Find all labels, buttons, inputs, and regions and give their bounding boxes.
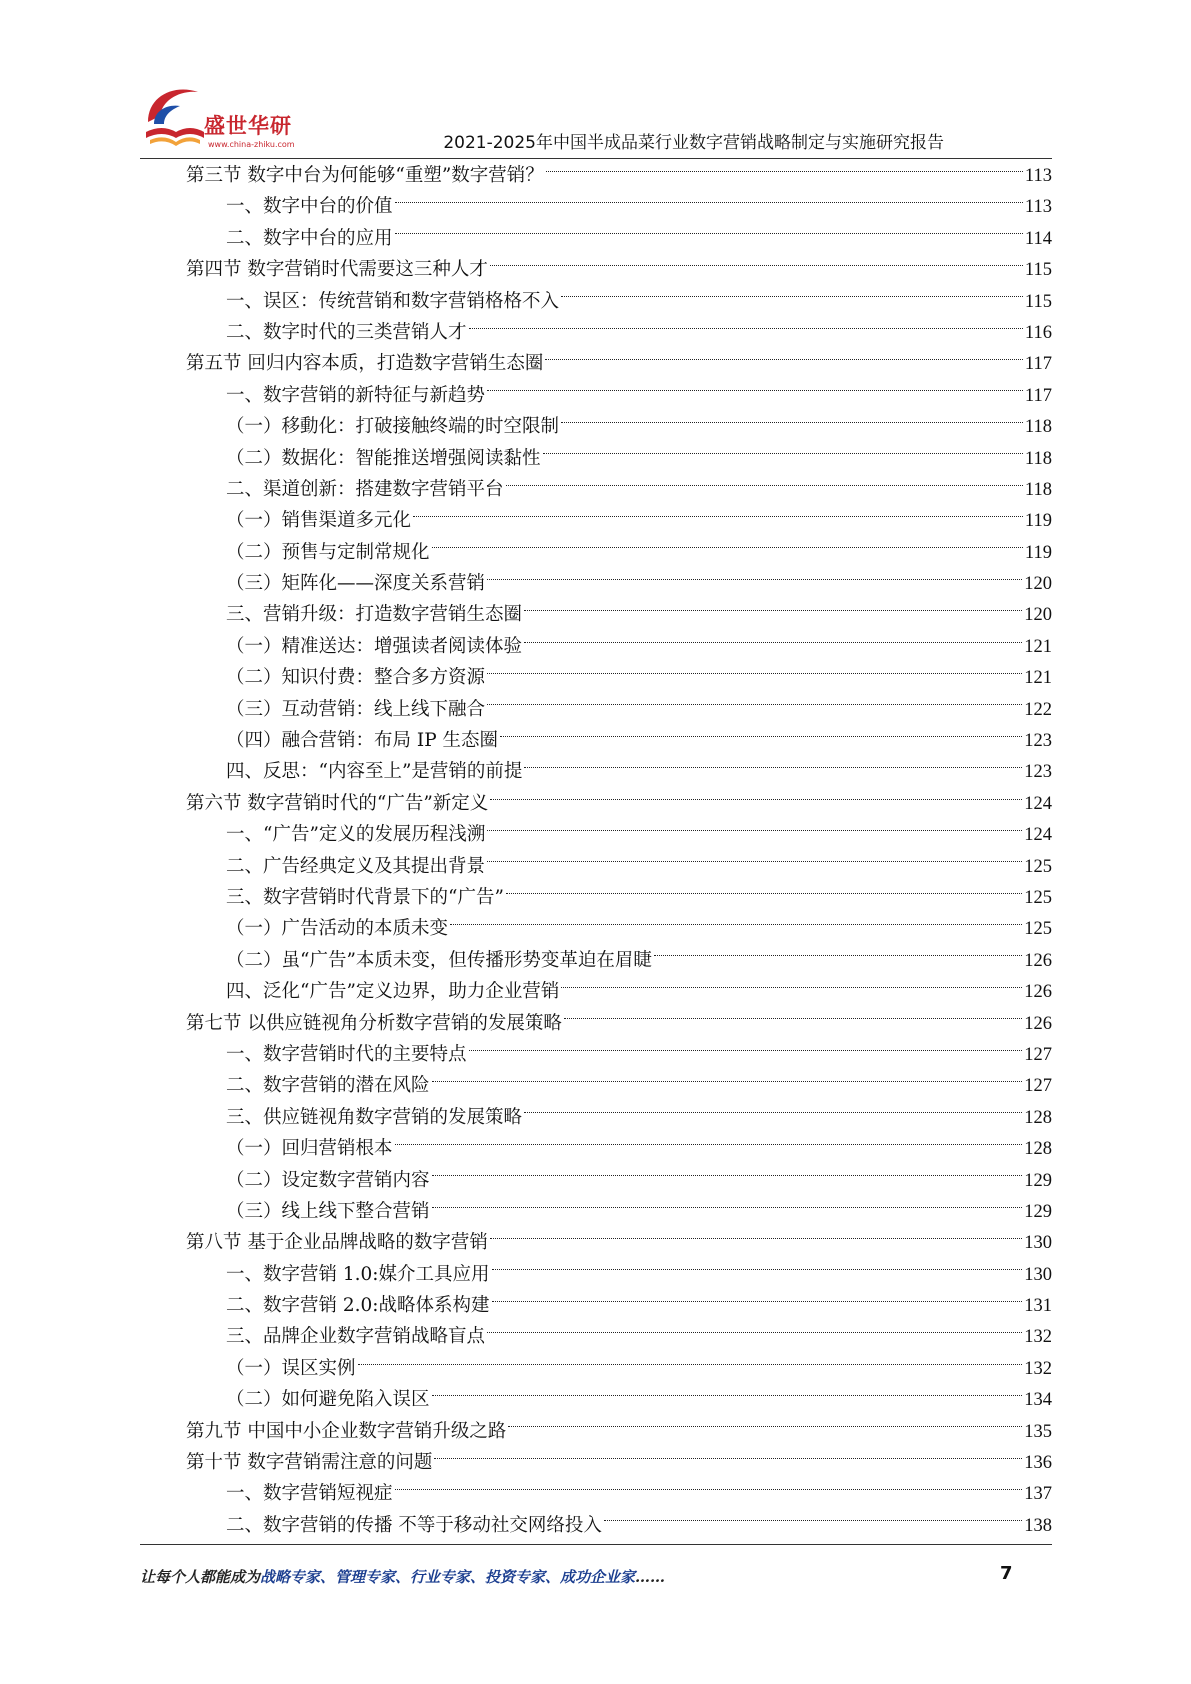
toc-dot-leader xyxy=(490,798,1022,800)
toc-entry[interactable] xyxy=(186,286,1052,317)
toc-entry-title: 一、数字营销时代的主要特点 xyxy=(226,1043,467,1065)
toc-entry-title: 一、数字营销 1.0:媒介工具应用 xyxy=(226,1263,490,1285)
toc-entry[interactable] xyxy=(186,474,1052,505)
toc-dot-leader xyxy=(395,201,1023,203)
toc-entry-page: 132 xyxy=(1024,1327,1052,1348)
toc-entry-page: 126 xyxy=(1024,1013,1052,1034)
toc-entry[interactable] xyxy=(186,1227,1052,1258)
toc-entry-page: 124 xyxy=(1024,793,1052,814)
toc-entry-page: 134 xyxy=(1024,1390,1052,1411)
toc-entry[interactable] xyxy=(186,599,1052,630)
toc-dot-leader xyxy=(561,295,1023,297)
toc-entry-title: 一、误区：传统营销和数字营销格格不入 xyxy=(226,290,560,312)
toc-dot-leader xyxy=(432,1174,1023,1176)
footer-slogan xyxy=(140,1566,665,1587)
toc-entry[interactable] xyxy=(186,1165,1052,1196)
toc-entry-page: 121 xyxy=(1024,668,1052,689)
logo-text: 盛世华研 xyxy=(204,114,292,138)
toc-entry[interactable] xyxy=(186,223,1052,254)
footer-divider xyxy=(140,1544,1052,1545)
toc-entry[interactable] xyxy=(186,694,1052,725)
toc-entry-page: 113 xyxy=(1024,197,1052,218)
toc-entry-page: 126 xyxy=(1024,982,1052,1003)
toc-entry[interactable] xyxy=(186,1102,1052,1133)
toc-dot-leader xyxy=(490,1237,1022,1239)
toc-entry-page: 137 xyxy=(1024,1484,1052,1505)
toc-entry-page: 130 xyxy=(1024,1233,1052,1254)
toc-entry-page: 118 xyxy=(1024,417,1052,438)
toc-entry-title: （四）融合营销：布局 IP 生态圈 xyxy=(226,730,499,752)
toc-entry-title: 三、品牌企业数字营销战略盲点 xyxy=(226,1326,486,1348)
toc-entry-title: 一、“广告”定义的发展历程浅溯 xyxy=(226,824,486,846)
toc-entry-page: 128 xyxy=(1024,1139,1052,1160)
toc-dot-leader xyxy=(561,421,1023,423)
toc-dot-leader xyxy=(564,1017,1022,1019)
toc-entry-title: 一、数字中台的价值 xyxy=(226,196,393,218)
toc-dot-leader xyxy=(432,546,1023,548)
footer-slogan-highlight: 战略专家、管理专家、行业专家、投资专家、成功企业家 xyxy=(260,1568,636,1586)
toc-entry-page: 122 xyxy=(1024,699,1052,720)
toc-entry-title: 二、数字营销的潜在风险 xyxy=(226,1075,430,1097)
toc-entry[interactable] xyxy=(186,1259,1052,1290)
toc-entry-title: 四、泛化“广告”定义边界，助力企业营销 xyxy=(226,981,560,1003)
toc-dot-leader xyxy=(434,1457,1022,1459)
toc-entry-title: 二、数字时代的三类营销人才 xyxy=(226,321,467,343)
toc-entry-title: 二、数字中台的应用 xyxy=(226,227,393,249)
toc-dot-leader xyxy=(500,735,1022,737)
toc-dot-leader xyxy=(506,892,1022,894)
toc-entry-title: 二、数字营销 2.0:战略体系构建 xyxy=(226,1295,490,1317)
toc-entry[interactable] xyxy=(186,819,1052,850)
toc-entry-title: （一）销售渠道多元化 xyxy=(226,510,412,532)
company-logo xyxy=(140,82,320,158)
toc-entry[interactable] xyxy=(186,505,1052,536)
toc-dot-leader xyxy=(432,1080,1023,1082)
toc-entry[interactable] xyxy=(186,537,1052,568)
toc-entry-title: （一）回归营销根本 xyxy=(226,1138,393,1160)
toc-dot-leader xyxy=(506,484,1023,486)
toc-dot-leader xyxy=(492,1300,1023,1302)
toc-entry-page: 136 xyxy=(1024,1453,1052,1474)
toc-entry-page: 115 xyxy=(1024,291,1052,312)
toc-entry[interactable] xyxy=(186,913,1052,944)
toc-dot-leader xyxy=(487,389,1023,391)
toc-dot-leader xyxy=(487,703,1022,705)
toc-entry-page: 125 xyxy=(1024,919,1052,940)
toc-entry[interactable] xyxy=(186,882,1052,913)
toc-entry[interactable] xyxy=(186,1510,1052,1541)
toc-dot-leader xyxy=(492,1268,1023,1270)
toc-entry[interactable] xyxy=(186,1290,1052,1321)
toc-entry-page: 117 xyxy=(1024,385,1052,406)
toc-dot-leader xyxy=(545,358,1023,360)
toc-entry-page: 127 xyxy=(1024,1044,1052,1065)
toc-entry[interactable] xyxy=(186,1478,1052,1509)
toc-entry[interactable] xyxy=(186,568,1052,599)
toc-dot-leader xyxy=(432,1394,1023,1396)
toc-entry-page: 129 xyxy=(1024,1170,1052,1191)
toc-entry[interactable] xyxy=(186,788,1052,819)
toc-entry-page: 128 xyxy=(1024,1107,1052,1128)
toc-entry[interactable] xyxy=(186,1070,1052,1101)
toc-entry-title: 一、数字营销的新特征与新趋势 xyxy=(226,384,486,406)
toc-entry[interactable] xyxy=(186,317,1052,348)
toc-dot-leader xyxy=(543,452,1023,454)
toc-entry-title: （二）设定数字营销内容 xyxy=(226,1169,430,1191)
toc-entry[interactable] xyxy=(186,945,1052,976)
toc-entry-page: 117 xyxy=(1024,354,1052,375)
toc-entry-page: 125 xyxy=(1024,887,1052,908)
toc-dot-leader xyxy=(508,1425,1022,1427)
toc-entry-title: 第四节 数字营销时代需要这三种人才 xyxy=(186,259,488,281)
toc-entry[interactable] xyxy=(186,725,1052,756)
toc-entry-page: 124 xyxy=(1024,825,1052,846)
toc-entry-title: 四、反思：“内容至上”是营销的前提 xyxy=(226,761,523,783)
toc-entry-title: 三、数字营销时代背景下的“广告” xyxy=(226,886,504,908)
toc-entry[interactable] xyxy=(186,1133,1052,1164)
toc-entry-page: 129 xyxy=(1024,1201,1052,1222)
toc-entry-title: （二）数据化：智能推送增强阅读黏性 xyxy=(226,447,541,469)
table-of-contents xyxy=(186,160,1052,1541)
toc-entry[interactable] xyxy=(186,160,1052,191)
logo-url: www.china-zhiku.com xyxy=(208,140,295,149)
toc-entry-page: 127 xyxy=(1024,1076,1052,1097)
toc-entry-title: 第九节 中国中小企业数字营销升级之路 xyxy=(186,1420,507,1442)
report-title: 2021-2025年中国半成品菜行业数字营销战略制定与实施研究报告 xyxy=(443,133,944,153)
footer-slogan-prefix: 让每个人都能成为 xyxy=(140,1568,261,1586)
toc-dot-leader xyxy=(561,986,1022,988)
toc-entry-page: 119 xyxy=(1024,542,1052,563)
page-number: 7 xyxy=(1000,1563,1013,1584)
toc-dot-leader xyxy=(395,1143,1023,1145)
toc-entry[interactable] xyxy=(186,1353,1052,1384)
toc-entry-title: 二、广告经典定义及其提出背景 xyxy=(226,855,486,877)
toc-entry[interactable] xyxy=(186,976,1052,1007)
toc-dot-leader xyxy=(432,1206,1023,1208)
toc-entry[interactable] xyxy=(186,1196,1052,1227)
toc-entry-page: 120 xyxy=(1024,605,1052,626)
toc-entry-page: 119 xyxy=(1024,511,1052,532)
toc-dot-leader xyxy=(469,1049,1023,1051)
toc-entry-title: 第六节 数字营销时代的“广告”新定义 xyxy=(186,792,489,814)
toc-entry[interactable] xyxy=(186,191,1052,222)
toc-entry-title: 第三节 数字中台为何能够“重塑”数字营销？ xyxy=(186,165,544,186)
toc-dot-leader xyxy=(487,578,1022,580)
toc-entry-title: 第七节 以供应链视角分析数字营销的发展策略 xyxy=(186,1012,562,1034)
header-divider xyxy=(140,158,1052,159)
toc-entry-title: 第十节 数字营销需注意的问题 xyxy=(186,1452,433,1474)
toc-entry-page: 113 xyxy=(1024,166,1052,186)
toc-entry-page: 125 xyxy=(1024,856,1052,877)
toc-entry[interactable] xyxy=(186,443,1052,474)
toc-entry[interactable] xyxy=(186,662,1052,693)
toc-entry-title: 第八节 基于企业品牌战略的数字营销 xyxy=(186,1232,488,1254)
logo-emblem-icon xyxy=(140,82,210,158)
toc-entry-title: （一）误区实例 xyxy=(226,1357,356,1379)
toc-entry-page: 121 xyxy=(1024,636,1052,657)
toc-entry-page: 116 xyxy=(1024,322,1052,343)
toc-dot-leader xyxy=(524,766,1022,768)
toc-entry-title: （二）虽“广告”本质未变，但传播形势变革迫在眉睫 xyxy=(226,949,652,971)
toc-entry[interactable] xyxy=(186,631,1052,662)
toc-dot-leader xyxy=(450,923,1022,925)
footer-slogan-suffix: …… xyxy=(635,1568,666,1586)
toc-entry-title: 二、数字营销的传播 不等于移动社交网络投入 xyxy=(226,1514,602,1536)
toc-entry[interactable] xyxy=(186,1321,1052,1352)
toc-entry-title: （三）互动营销：线上线下融合 xyxy=(226,698,486,720)
toc-dot-leader xyxy=(546,170,1023,172)
toc-entry[interactable] xyxy=(186,1384,1052,1415)
toc-entry[interactable] xyxy=(186,851,1052,882)
toc-entry-title: （二）知识付费：整合多方资源 xyxy=(226,667,486,689)
toc-entry-page: 132 xyxy=(1024,1358,1052,1379)
toc-entry-title: （三）线上线下整合营销 xyxy=(226,1200,430,1222)
toc-entry-title: （二）预售与定制常规化 xyxy=(226,541,430,563)
toc-entry-page: 118 xyxy=(1024,479,1052,500)
toc-entry-title: （三）矩阵化——深度关系营销 xyxy=(226,573,486,595)
toc-dot-leader xyxy=(487,672,1022,674)
toc-entry-page: 130 xyxy=(1024,1264,1052,1285)
toc-entry-page: 120 xyxy=(1024,574,1052,595)
toc-entry[interactable] xyxy=(186,411,1052,442)
toc-entry-title: （二）如何避免陷入误区 xyxy=(226,1389,430,1411)
toc-entry[interactable] xyxy=(186,1447,1052,1478)
toc-entry[interactable] xyxy=(186,756,1052,787)
toc-entry-title: 三、供应链视角数字营销的发展策略 xyxy=(226,1106,523,1128)
toc-dot-leader xyxy=(358,1363,1023,1365)
toc-entry-page: 126 xyxy=(1024,950,1052,971)
toc-dot-leader xyxy=(524,609,1022,611)
toc-entry[interactable] xyxy=(186,1008,1052,1039)
toc-dot-leader xyxy=(395,1488,1023,1490)
toc-entry-title: （一）精准送达：增强读者阅读体验 xyxy=(226,635,523,657)
toc-entry-page: 138 xyxy=(1024,1515,1052,1536)
toc-entry-page: 118 xyxy=(1024,448,1052,469)
toc-entry-page: 123 xyxy=(1024,731,1052,752)
toc-dot-leader xyxy=(524,1111,1022,1113)
toc-dot-leader xyxy=(487,1331,1022,1333)
toc-entry[interactable] xyxy=(186,380,1052,411)
toc-dot-leader xyxy=(395,232,1023,234)
toc-dot-leader xyxy=(487,860,1022,862)
toc-dot-leader xyxy=(469,327,1023,329)
toc-entry-title: （一）移動化：打破接触终端的时空限制 xyxy=(226,416,560,438)
toc-dot-leader xyxy=(490,264,1023,266)
toc-entry-title: 三、营销升级：打造数字营销生态圈 xyxy=(226,604,523,626)
toc-entry[interactable] xyxy=(186,1039,1052,1070)
toc-entry-page: 114 xyxy=(1024,228,1052,249)
toc-entry-page: 135 xyxy=(1024,1421,1052,1442)
toc-dot-leader xyxy=(487,829,1022,831)
toc-entry[interactable] xyxy=(186,348,1052,379)
toc-entry-title: 第五节 回归内容本质，打造数字营销生态圈 xyxy=(186,353,544,375)
toc-entry-page: 115 xyxy=(1024,260,1052,281)
toc-entry-title: 一、数字营销短视症 xyxy=(226,1483,393,1505)
toc-dot-leader xyxy=(654,954,1022,956)
toc-entry-title: 二、渠道创新：搭建数字营销平台 xyxy=(226,478,504,500)
toc-entry-page: 131 xyxy=(1024,1296,1052,1317)
toc-dot-leader xyxy=(604,1519,1022,1521)
page-header xyxy=(140,72,1052,160)
toc-entry[interactable] xyxy=(186,1416,1052,1447)
toc-dot-leader xyxy=(413,515,1023,517)
toc-entry-page: 123 xyxy=(1024,762,1052,783)
toc-dot-leader xyxy=(524,641,1022,643)
toc-entry[interactable] xyxy=(186,254,1052,285)
toc-entry-title: （一）广告活动的本质未变 xyxy=(226,918,449,940)
